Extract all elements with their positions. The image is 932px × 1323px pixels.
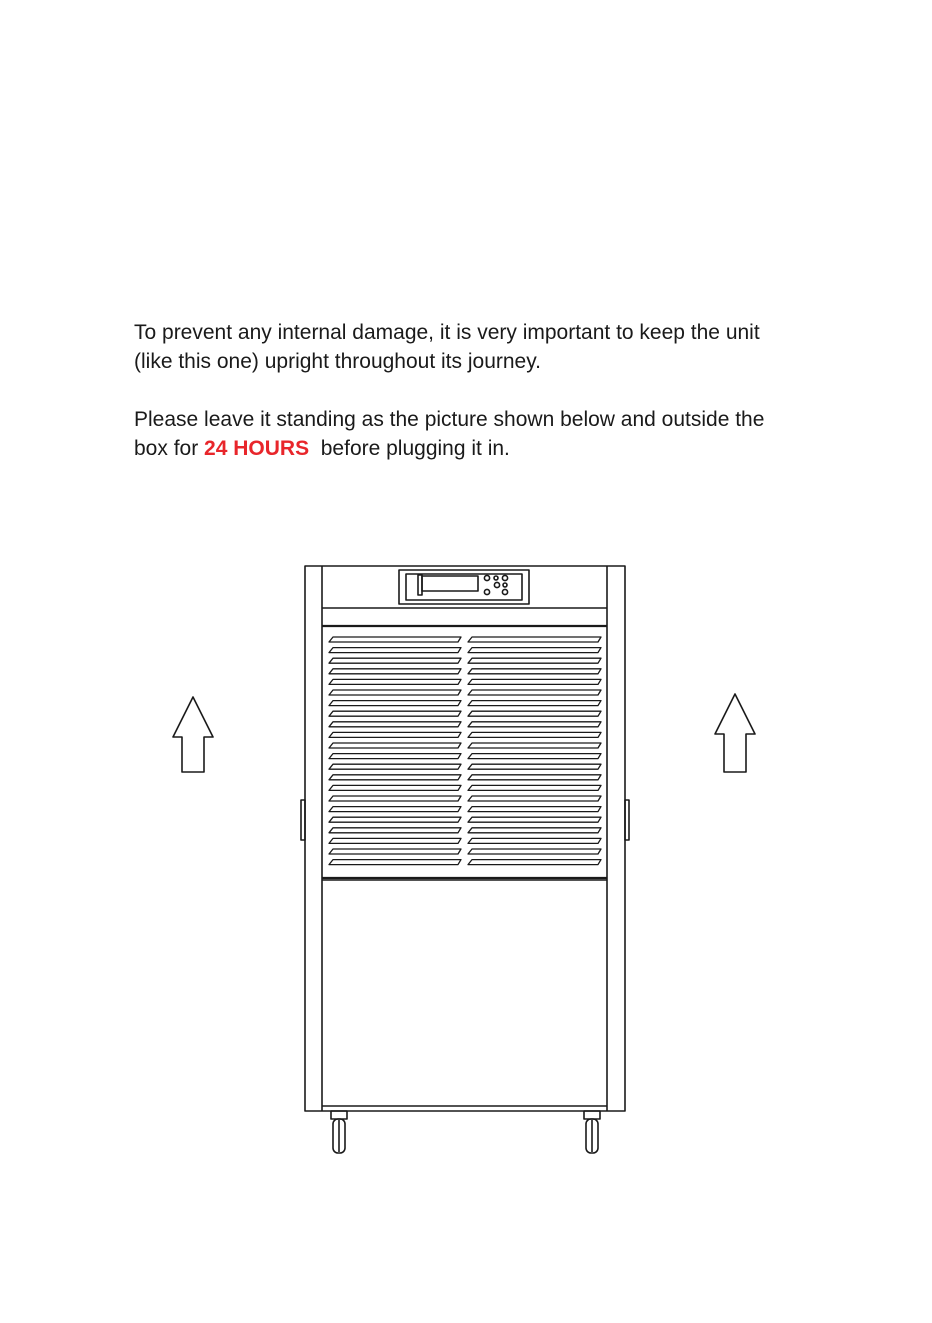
air-grille-right [468,637,601,865]
control-button [502,589,507,594]
control-button [484,575,489,580]
grille-slat [468,754,601,759]
grille-slat [468,701,601,706]
grille-slat [468,807,601,812]
grille-slat [329,711,461,716]
grille-slat [329,679,461,684]
grille-slat [329,743,461,748]
side-handle [625,800,629,840]
grille-slat [329,838,461,843]
grille-slat [468,785,601,790]
grille-slat [329,701,461,706]
grille-slat [329,785,461,790]
grille-slat [468,828,601,833]
grille-slat [329,690,461,695]
notice-line: Please leave it standing as the picture shown below and outside the [134,408,765,431]
notice-line: To prevent any internal damage, it is very important to keep the unit [134,321,760,344]
grille-slat [329,775,461,780]
grille-slat [468,637,601,642]
grille-slat [329,637,461,642]
grille-slat [468,658,601,663]
grille-slat [468,764,601,769]
grille-slat [468,711,601,716]
grille-slat [468,743,601,748]
control-button [494,582,499,587]
grille-slat [329,658,461,663]
grille-slat [468,690,601,695]
grille-slat [468,838,601,843]
control-button [484,589,489,594]
air-grille-left [329,637,461,865]
grille-slat [468,648,601,653]
grille-slat [329,807,461,812]
control-button [503,583,507,587]
wait-duration-highlight: 24 HOURS [204,437,310,460]
grille-slat [329,817,461,822]
control-panel [399,570,529,604]
control-button [502,575,507,580]
grille-slat [329,828,461,833]
grille-slat [468,732,601,737]
grille-slat [468,860,601,865]
caster-wheel [331,1111,347,1153]
grille-slat [468,817,601,822]
grille-slat [329,722,461,727]
up-arrow-icon [715,694,755,772]
display-screen [422,576,478,591]
grille-slat [329,764,461,769]
grille-slat [468,679,601,684]
grille-slat [329,732,461,737]
grille-slat [329,849,461,854]
notice-line: (like this one) upright throughout its journey. [134,350,541,373]
notice-text-suffix: before plugging it in. [309,437,510,460]
grille-slat [468,775,601,780]
grille-slat [329,860,461,865]
grille-slat [329,754,461,759]
dehumidifier-unit [301,566,629,1153]
notice-text-prefix: box for [134,437,205,460]
grille-slat [468,796,601,801]
grille-slat [468,849,601,854]
grille-slat [329,648,461,653]
side-handle [301,800,305,840]
grille-slat [329,796,461,801]
grille-slat [329,669,461,674]
grille-slat [468,669,601,674]
control-button [494,576,498,580]
caster-wheel [584,1111,600,1153]
grille-slat [468,722,601,727]
up-arrow-icon [173,697,213,772]
